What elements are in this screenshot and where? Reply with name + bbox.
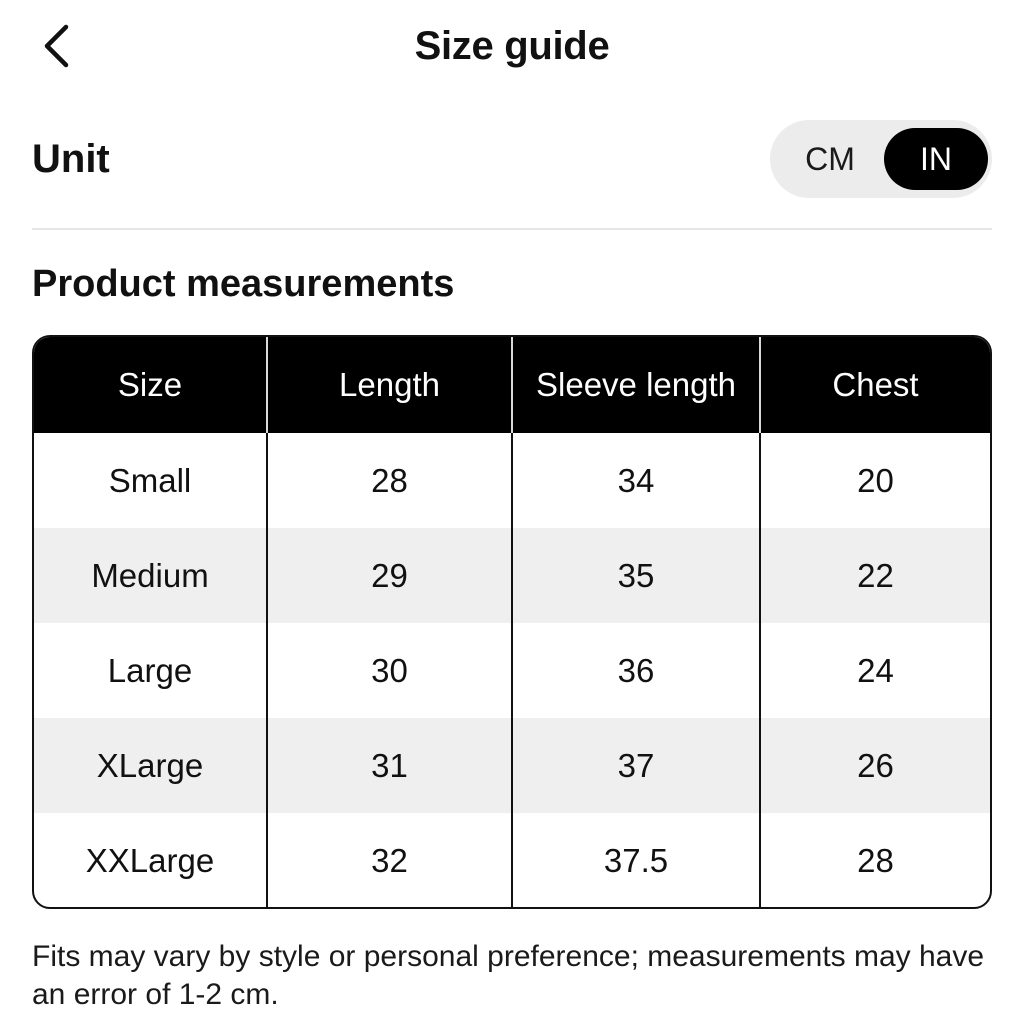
fit-disclaimer: Fits may vary by style or personal preference; measurements may have an error of 1-2 cm. (32, 940, 985, 1011)
cell-chest: 24 (857, 651, 894, 689)
cell-size: Small (34, 433, 267, 528)
unit-label: Unit (32, 137, 110, 181)
cell-sleeve-length: 37.5 (512, 813, 760, 908)
section-title: Product measurements (32, 263, 455, 305)
page-title: Size guide (414, 24, 610, 68)
cell-size: XLarge (34, 718, 267, 813)
cell-length: 31 (267, 718, 512, 813)
cell-sleeve-length: 37 (512, 718, 760, 813)
cell-chest: 26 (857, 746, 894, 784)
cell-length: 32 (267, 813, 512, 908)
cell-length: 30 (267, 623, 512, 718)
cell-length: 29 (267, 528, 512, 623)
column-header-length: Length (267, 337, 512, 433)
unit-row (32, 118, 992, 200)
table-row (34, 623, 990, 718)
cell-length: 28 (267, 433, 512, 528)
unit-option-in[interactable]: IN (884, 128, 988, 190)
measurements-table (32, 335, 992, 909)
table-row (34, 813, 990, 908)
cell-size: XXLarge (34, 813, 267, 908)
unit-option-cm[interactable]: CM (805, 141, 855, 177)
cell-sleeve-length: 36 (512, 623, 760, 718)
cell-size: Large (34, 623, 267, 718)
column-header-size: Size (34, 337, 267, 433)
table-row (34, 718, 990, 813)
table-row (34, 433, 990, 528)
unit-toggle[interactable] (770, 120, 992, 198)
cell-size: Medium (34, 528, 267, 623)
table-header-row (34, 337, 990, 433)
cell-chest: 28 (857, 841, 894, 879)
table-row (34, 528, 990, 623)
top-bar (0, 0, 1024, 92)
column-header-sleeve-length: Sleeve length (512, 337, 760, 433)
cell-chest: 22 (857, 556, 894, 594)
cell-sleeve-length: 34 (512, 433, 760, 528)
cell-chest: 20 (857, 461, 894, 499)
cell-sleeve-length: 35 (512, 528, 760, 623)
divider (32, 228, 992, 230)
column-header-chest: Chest (832, 366, 919, 403)
